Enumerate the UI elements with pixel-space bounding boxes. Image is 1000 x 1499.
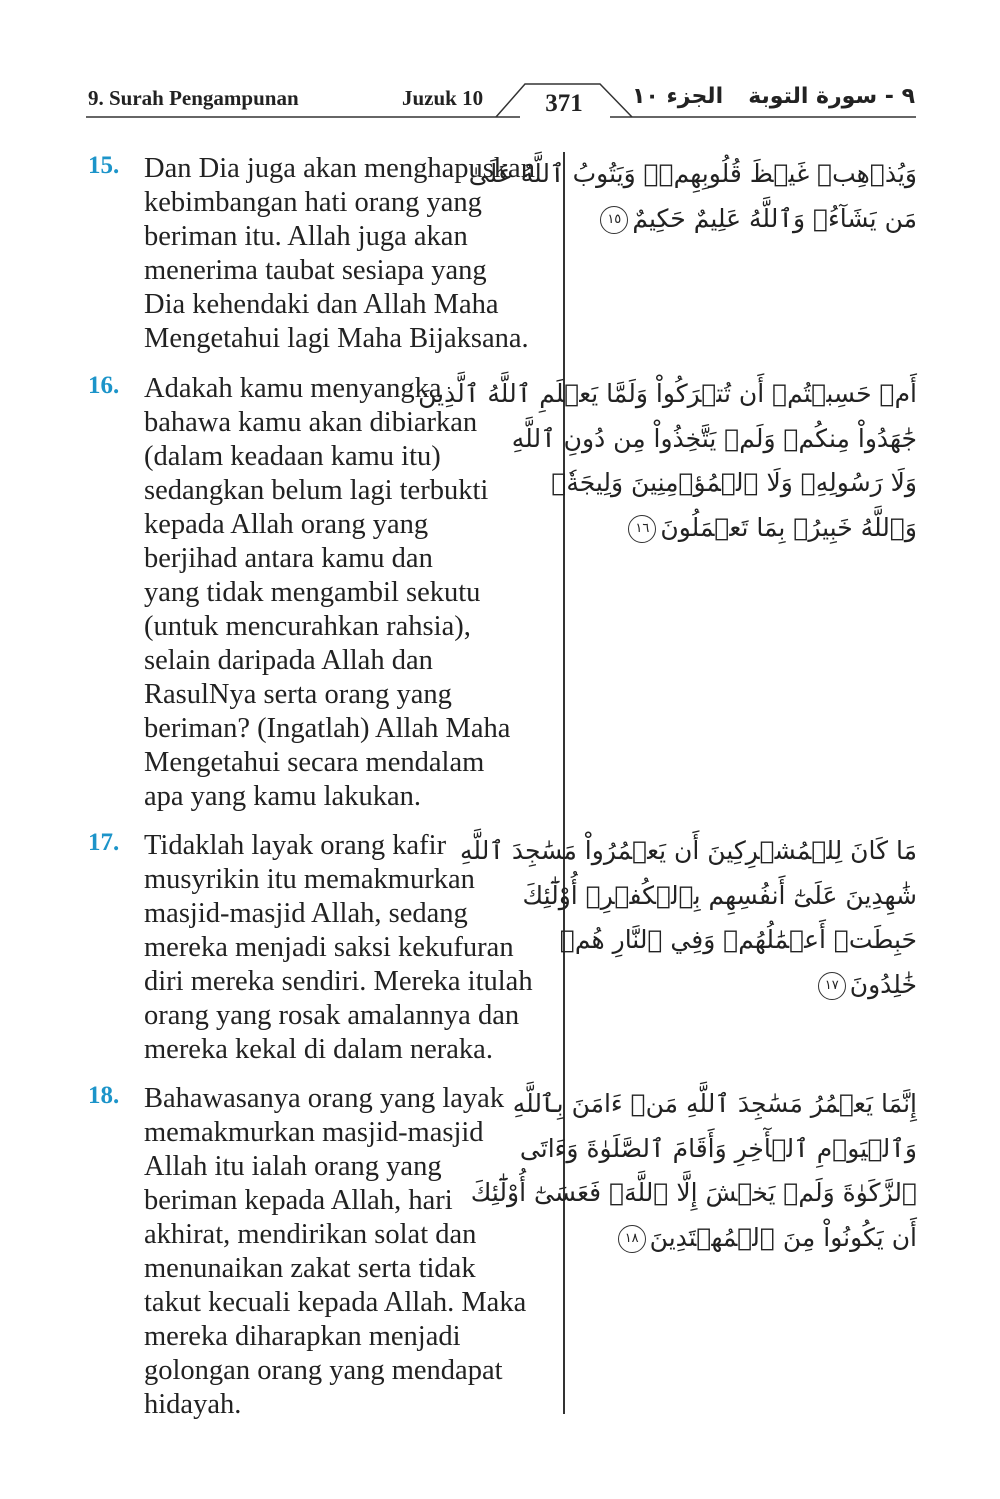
arabic-line: حَبِطَتۡ أَعۡمَٰلُهُمۡ وَفِي ٱلنَّارِ هُمۡ xyxy=(559,925,917,954)
translation-line: Adakah kamu menyangka xyxy=(144,373,442,404)
translation-line: Tidaklah layak orang kafir xyxy=(144,830,447,861)
translation-line: mereka kekal di dalam neraka. xyxy=(144,1034,493,1065)
verse-number: 15. xyxy=(88,152,120,179)
arabic-surah-label: ٩ - سورة التوبة xyxy=(748,84,915,109)
translation-line: bahawa kamu akan dibiarkan xyxy=(144,407,478,438)
translation-line: Bahawasanya orang yang layak xyxy=(144,1083,505,1114)
arabic-line-text: أَن يَكُونُواْ مِنَ ٱلۡمُهۡتَدِينَ xyxy=(649,1222,917,1252)
translation-line: berjihad antara kamu dan xyxy=(144,543,433,574)
arabic-line-text: خَٰلِدُونَ xyxy=(849,969,917,999)
translation-line: masjid-masjid Allah, sedang xyxy=(144,898,468,929)
translation-line: menunaikan zakat serta tidak xyxy=(144,1253,476,1284)
translation-line: Dia kehendaki dan Allah Maha xyxy=(144,289,499,320)
translation-line: beriman? (Ingatlah) Allah Maha xyxy=(144,713,511,744)
juzuk-label: Juzuk 10 xyxy=(402,86,484,110)
arabic-line: ٱلزَّكَوٰةَ وَلَمۡ يَخۡشَ إِلَّا ٱللَّهَۖ فَعَسَىٰٓ أُوْلَٰٓئِكَ xyxy=(470,1178,917,1207)
translation-line: memakmurkan masjid-masjid xyxy=(144,1117,484,1148)
translation-line: kepada Allah orang yang xyxy=(144,509,429,540)
translation-line: golongan orang yang mendapat xyxy=(144,1355,503,1386)
verse-number: 16. xyxy=(88,372,120,399)
arabic-line xyxy=(585,197,917,242)
page-number: 371 xyxy=(545,90,583,117)
arabic-text xyxy=(468,152,917,241)
ayah-end-marker: ١٦ xyxy=(628,515,656,543)
verse-number: 17. xyxy=(88,829,120,856)
translation-line: sedangkan belum lagi terbukti xyxy=(144,475,489,506)
translation-line: Allah itu ialah orang yang xyxy=(144,1151,442,1182)
translation-line: mereka menjadi saksi kekufuran xyxy=(144,932,514,963)
translation-line: (dalam keadaan kamu itu) xyxy=(144,441,441,472)
translation-line: takut kecuali kepada Allah. Maka xyxy=(144,1287,527,1318)
translation-line: beriman kepada Allah, hari xyxy=(144,1185,453,1216)
arabic-line: شَٰهِدِينَ عَلَىٰٓ أَنفُسِهِم بِٱلۡكُفۡرِۚ أُوْلَٰٓئِكَ xyxy=(522,880,917,910)
translation-line: Mengetahui lagi Maha Bijaksana. xyxy=(144,323,529,354)
arabic-line: وَيُذۡهِبۡ غَيۡظَ قُلُوبِهِمۡۗ وَيَتُوبُ ٱللَّهُ عَلَىٰ xyxy=(468,159,917,188)
surah-label: 9. Surah Pengampunan xyxy=(88,86,299,110)
arabic-line-text: مَن يَشَآءُۗ وَٱللَّهُ عَلِيمٌ حَكِيمٌ xyxy=(632,203,917,233)
arabic-line: إِنَّمَا يَعۡمُرُ مَسَٰجِدَ ٱللَّهِ مَنۡ ءَامَنَ بِٱللَّهِ xyxy=(512,1089,917,1118)
arabic-line: أَمۡ حَسِبۡتُمۡ أَن تُتۡرَكُواْ وَلَمَّا يَعۡلَمِ ٱللَّهُ ٱلَّذِينَ xyxy=(418,379,917,408)
translation-line: kebimbangan hati orang yang xyxy=(144,187,482,218)
arabic-line xyxy=(585,963,917,1008)
translation-line: (untuk mencurahkan rahsia), xyxy=(144,611,471,642)
ayah-end-marker: ١٥ xyxy=(600,206,628,234)
verse-translation xyxy=(144,372,556,814)
translation-line: selain daripada Allah dan xyxy=(144,645,433,676)
translation-line: RasulNya serta orang yang xyxy=(144,679,452,710)
arabic-text xyxy=(470,1082,917,1260)
translation-line: diri mereka sendiri. Mereka itulah xyxy=(144,966,533,997)
arabic-line: جَٰهَدُواْ مِنكُمۡ وَلَمۡ يَتَّخِذُواْ مِن دُونِ ٱللَّهِ xyxy=(511,423,917,453)
column-divider xyxy=(563,152,565,1414)
arabic-line xyxy=(585,1216,917,1261)
arabic-text xyxy=(418,372,917,550)
arabic-line xyxy=(585,506,917,551)
translation-line: musyrikin itu memakmurkan xyxy=(144,864,475,895)
translation-line: apa yang kamu lakukan. xyxy=(144,781,421,812)
arabic-juz-label: الجزء ١٠ xyxy=(632,84,724,109)
translation-line: Mengetahui secara mendalam xyxy=(144,747,485,778)
ayah-end-marker: ١٧ xyxy=(818,972,846,1000)
arabic-line-text: وَٱللَّهُ خَبِيرُۢ بِمَا تَعۡمَلُونَ xyxy=(660,512,917,542)
translation-line: hidayah. xyxy=(144,1389,242,1420)
translation-line: beriman itu. Allah juga akan xyxy=(144,221,468,252)
arabic-text xyxy=(460,829,917,1007)
arabic-line: وَلَا رَسُولِهِۦ وَلَا ٱلۡمُؤۡمِنِينَ وَلِيجَةٗۚ xyxy=(551,468,917,497)
translation-line: mereka diharapkan menjadi xyxy=(144,1321,461,1352)
translation-line: menerima taubat sesiapa yang xyxy=(144,255,487,286)
translation-line: yang tidak mengambil sekutu xyxy=(144,577,481,608)
verse-number: 18. xyxy=(88,1082,120,1109)
page-header xyxy=(0,0,1000,130)
arabic-line: وَٱلۡيَوۡمِ ٱلۡأٓخِرِ وَأَقَامَ ٱلصَّلَوٰةَ وَءَاتَى xyxy=(519,1133,917,1163)
translation-line: akhirat, mendirikan solat dan xyxy=(144,1219,477,1250)
verse-translation xyxy=(144,1082,556,1422)
arabic-line: مَا كَانَ لِلۡمُشۡرِكِينَ أَن يَعۡمُرُواْ مَسَٰجِدَ ٱللَّهِ xyxy=(460,836,917,865)
translation-line: Dan Dia juga akan menghapuskan xyxy=(144,153,535,184)
translation-line: orang yang rosak amalannya dan xyxy=(144,1000,520,1031)
ayah-end-marker: ١٨ xyxy=(618,1225,646,1253)
